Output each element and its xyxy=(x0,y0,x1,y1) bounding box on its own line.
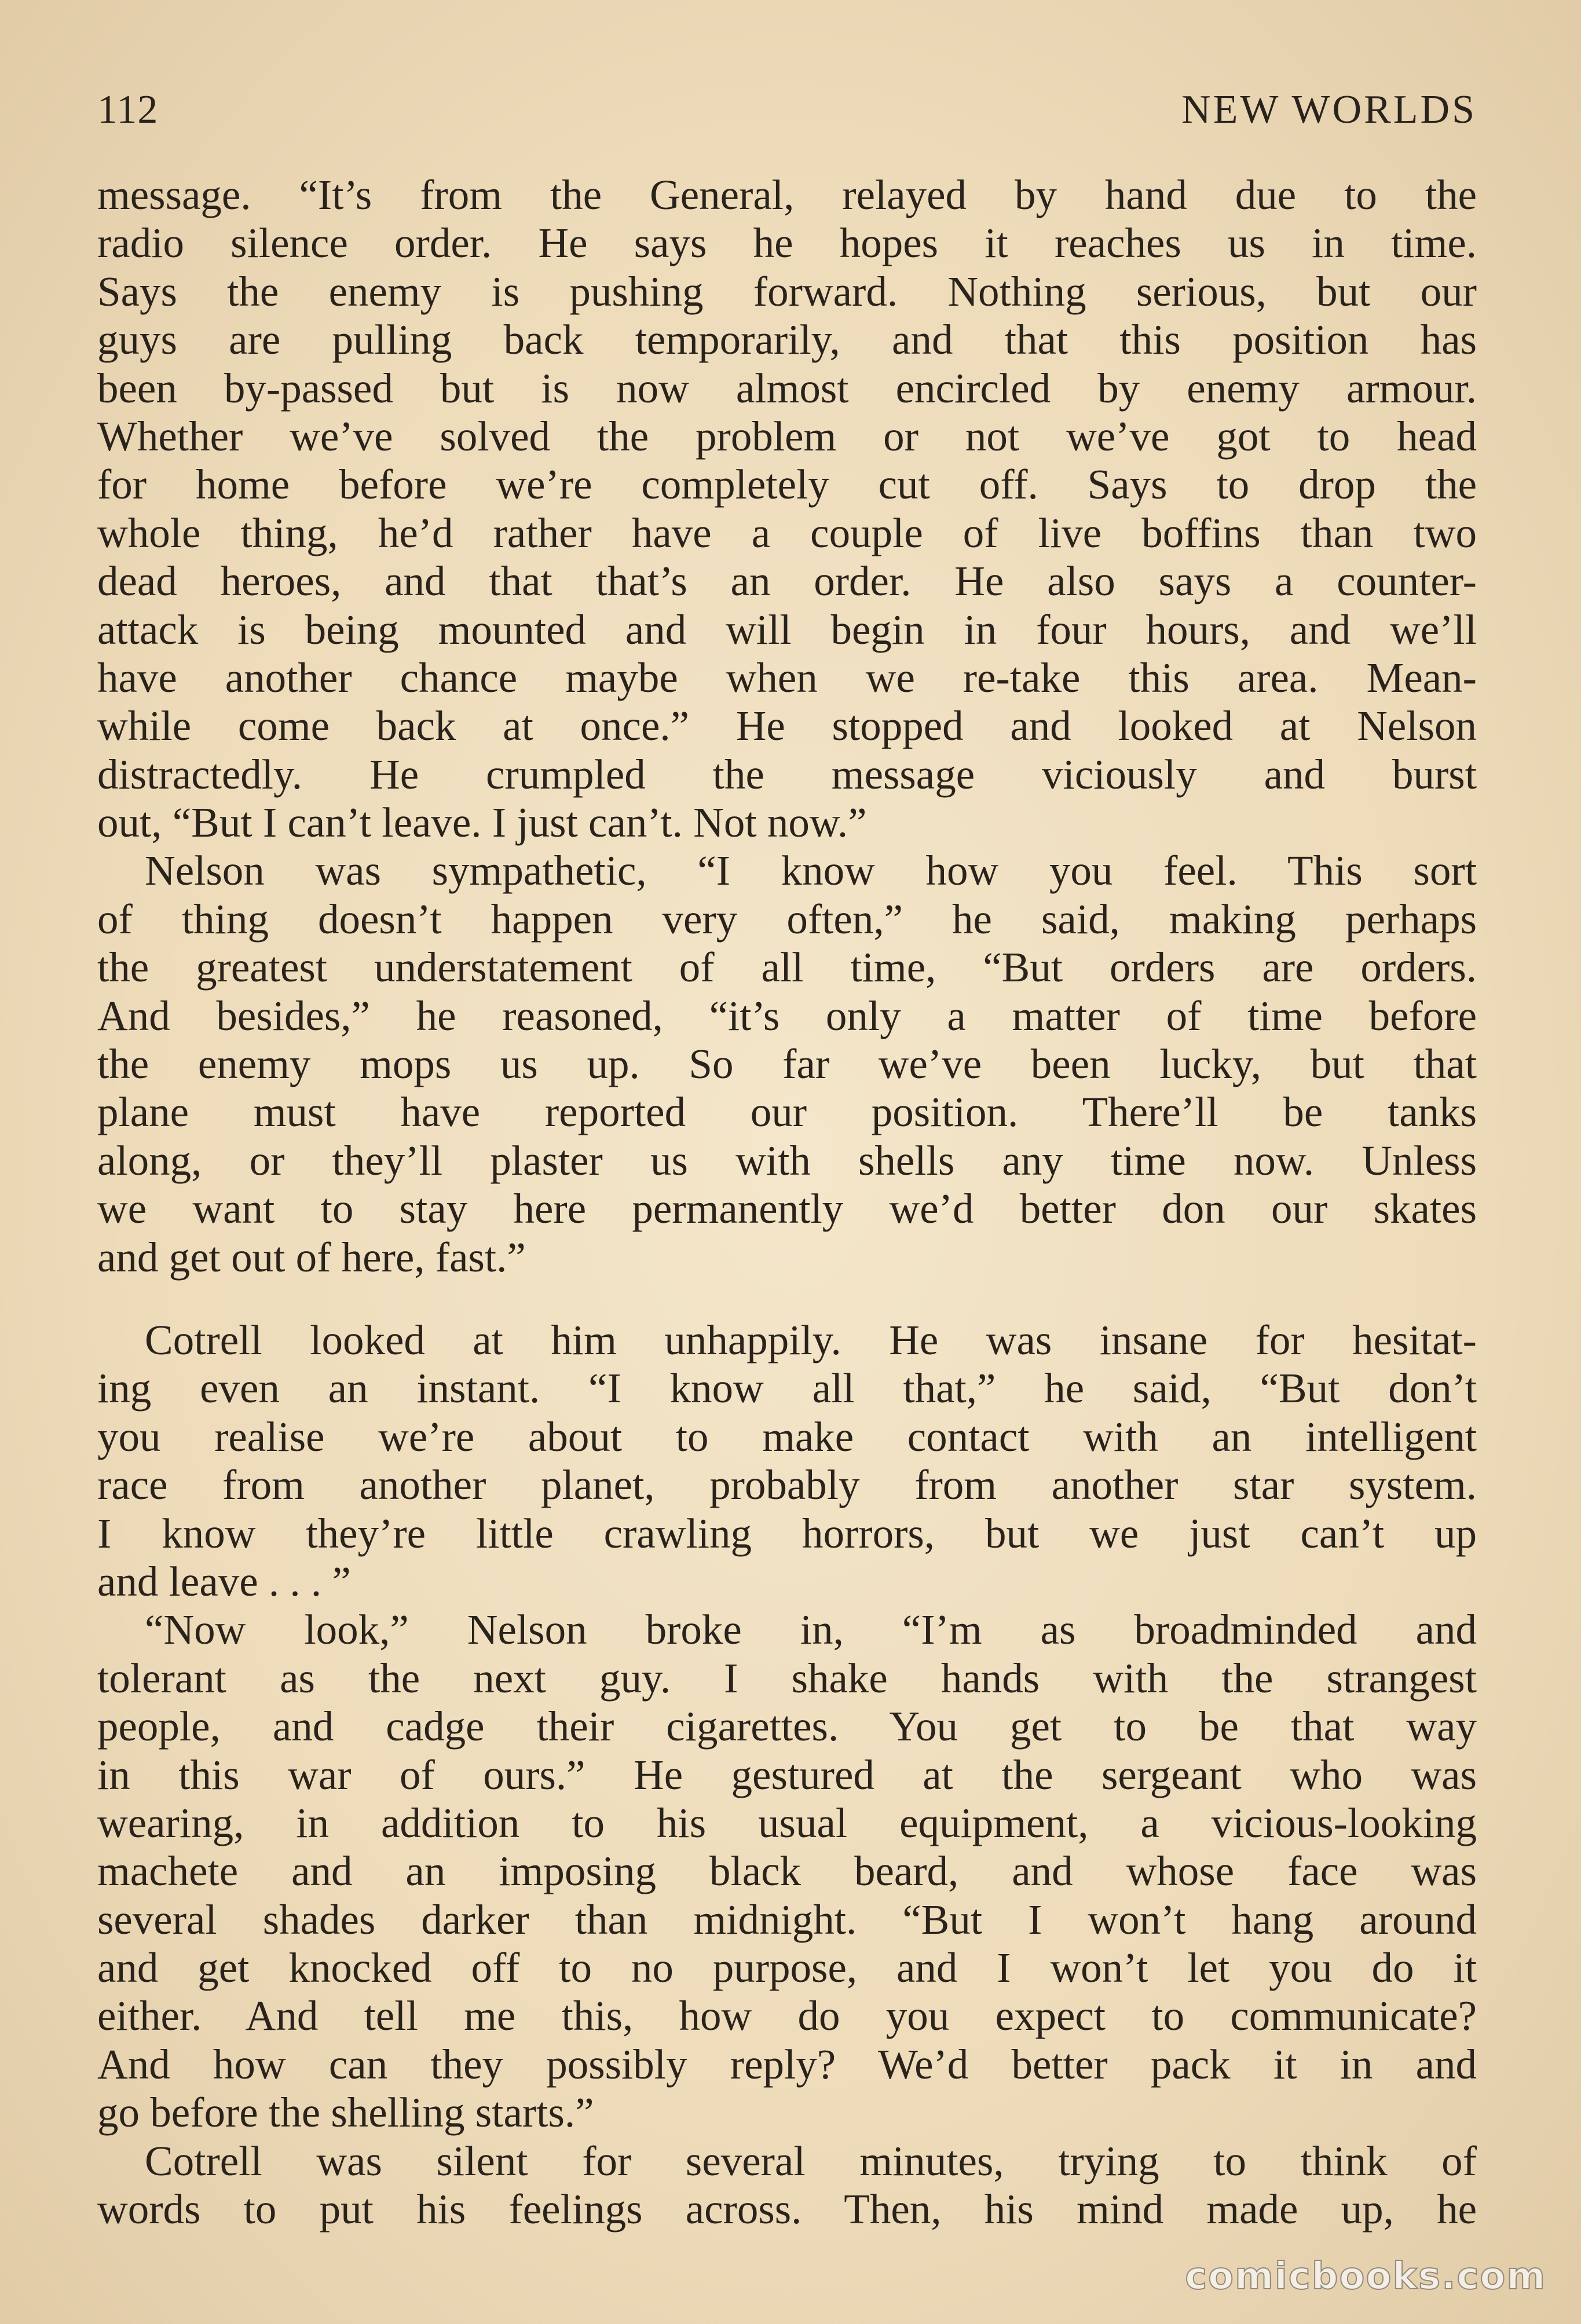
text-line: tolerant as the next guy. I shake hands with the strangest xyxy=(97,1654,1477,1702)
text-line: have another chance maybe when we re-take this area. Mean- xyxy=(97,654,1477,701)
page-number: 112 xyxy=(97,87,159,132)
text-line: And besides,” he reasoned, “it’s only a matter of time before xyxy=(97,992,1477,1039)
text-line: machete and an imposing black beard, and whose face was xyxy=(97,1848,1477,1895)
text-line: ing even an instant. “I know all that,” he said, “But don’t xyxy=(97,1365,1477,1412)
paragraph xyxy=(97,171,1477,846)
text-line: out, “But I can’t leave. I just can’t. Not now.” xyxy=(97,799,867,846)
text-line: wearing, in addition to his usual equipment, a vicious-looking xyxy=(97,1799,1477,1846)
text-line: of thing doesn’t happen very often,” he said, making perhaps xyxy=(97,895,1477,943)
text-line: Cotrell looked at him unhappily. He was insane for hesitat- xyxy=(145,1316,1477,1363)
paragraph xyxy=(97,1316,1477,1605)
text-line: and get out of here, fast.” xyxy=(97,1233,526,1281)
text-line: race from another planet, probably from another star system. xyxy=(97,1461,1477,1509)
text-line: Says the enemy is pushing forward. Nothing serious, but our xyxy=(97,267,1477,315)
text-line: plane must have reported our position. There’ll be tanks xyxy=(97,1088,1477,1136)
text-line: words to put his feelings across. Then, his mind made up, he xyxy=(97,2186,1477,2233)
text-line: along, or they’ll plaster us with shells any time now. Unless xyxy=(97,1137,1477,1184)
text-line: Nelson was sympathetic, “I know how you feel. This sort xyxy=(145,847,1477,895)
text-line: the enemy mops us up. So far we’ve been lucky, but that xyxy=(97,1040,1477,1088)
running-head xyxy=(97,87,1477,151)
text-line: people, and cadge their cigarettes. You get to be that way xyxy=(97,1703,1477,1750)
text-line: And how can they possibly reply? We’d better pack it in and xyxy=(97,2040,1477,2088)
text-line: guys are pulling back temporarily, and that this position has xyxy=(97,316,1477,364)
paragraph xyxy=(97,2137,1477,2234)
text-line: you realise we’re about to make contact with an intelligent xyxy=(97,1413,1477,1460)
body-text xyxy=(97,171,1477,2233)
text-line: radio silence order. He says he hopes it reaches us in time. xyxy=(97,219,1477,267)
text-line: we want to stay here permanently we’d better don our skates xyxy=(97,1185,1477,1233)
text-line: message. “It’s from the General, relayed by hand due to the xyxy=(97,171,1477,218)
text-line: Cotrell was silent for several minutes, trying to think of xyxy=(145,2137,1477,2184)
text-line: been by-passed but is now almost encircled by enemy armour. xyxy=(97,364,1477,412)
text-line: distractedly. He crumpled the message viciously and burst xyxy=(97,750,1477,798)
text-line: go before the shelling starts.” xyxy=(97,2089,594,2136)
paragraph xyxy=(97,1605,1477,2136)
running-title: NEW WORLDS xyxy=(1181,87,1477,132)
text-line: in this war of ours.” He gestured at the sergeant who was xyxy=(97,1751,1477,1798)
text-line: either. And tell me this, how do you expect to communicate? xyxy=(97,1992,1477,2040)
text-line: “Now look,” Nelson broke in, “I’m as broadminded and xyxy=(145,1606,1477,1654)
text-line: whole thing, he’d rather have a couple of live boffins than two xyxy=(97,509,1477,556)
watermark-logo: comicbooks.com xyxy=(1185,2255,1546,2298)
text-line: several shades darker than midnight. “But I won’t hang around xyxy=(97,1896,1477,1943)
text-line: the greatest understatement of all time, “But orders are orders. xyxy=(97,944,1477,991)
text-line: for home before we’re completely cut off. Says to drop the xyxy=(97,461,1477,508)
paragraph-gap xyxy=(97,1281,1477,1316)
text-line: Whether we’ve solved the problem or not we’ve got to head xyxy=(97,412,1477,460)
text-line: and get knocked off to no purpose, and I won’t let you do it xyxy=(97,1944,1477,1992)
text-line: while come back at once.” He stopped and looked at Nelson xyxy=(97,702,1477,750)
text-line: and leave . . . ” xyxy=(97,1557,351,1605)
paragraph xyxy=(97,846,1477,1281)
text-line: dead heroes, and that that’s an order. He also says a counter- xyxy=(97,558,1477,605)
text-line: I know they’re little crawling horrors, but we just can’t up xyxy=(97,1509,1477,1557)
text-line: attack is being mounted and will begin in four hours, and we’ll xyxy=(97,606,1477,653)
